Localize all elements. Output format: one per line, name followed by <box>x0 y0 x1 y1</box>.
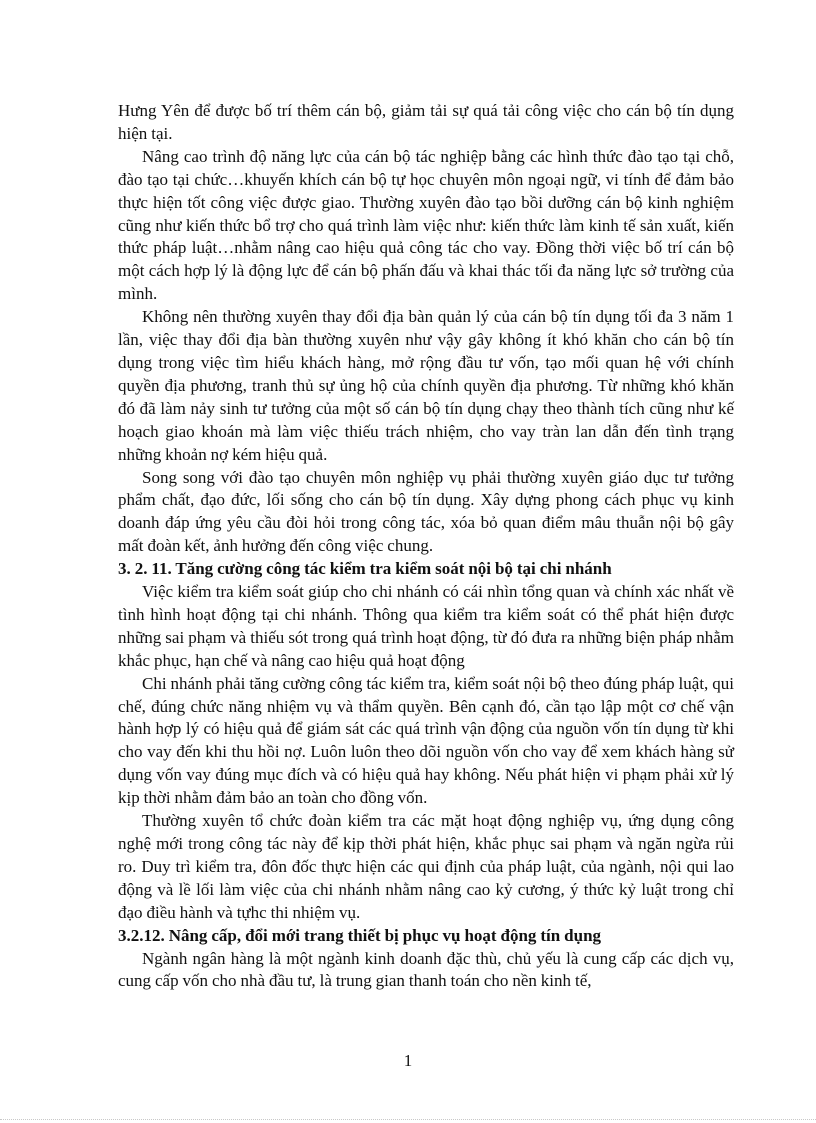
paragraph: Ngành ngân hàng là một ngành kinh doanh đặc thù, chủ yếu là cung cấp các dịch vụ, cung cấp vốn cho nhà đầu tư, là trung gian thanh toán cho nền kinh tế, <box>118 948 734 991</box>
page-edge-divider <box>0 1119 816 1120</box>
paragraph: Chi nhánh phải tăng cường công tác kiểm tra, kiểm soát nội bộ theo đúng pháp luật, qui chế, đúng chức năng nhiệm vụ và thẩm quyền. Bên cạnh đó, cần tạo lập một cơ chế vận hành hợp lý có hiệu quả để giám sát các quá trình vận động của nguồn vốn tín dụng từ khi cho vay đến khi thu hồi nợ. Luôn luôn theo dõi nguồn vốn cho vay để xem khách hàng sử dụng vốn vay đúng mục đích và có hiệu quả hay không. Nếu phát hiện vi phạm phải xử lý kịp thời nhằm đảm bảo an toàn cho đồng vốn. <box>118 673 734 808</box>
section-heading: 3.2.12. Nâng cấp, đổi mới trang thiết bị phục vụ hoạt động tín dụng <box>118 925 602 945</box>
paragraph: Việc kiểm tra kiểm soát giúp cho chi nhánh có cái nhìn tổng quan và chính xác nhất về tình hình hoạt động tại chi nhánh. Thông qua kiểm tra kiểm soát có thể phát hiện được những sai phạm và thiếu sót trong quá trình hoạt động, từ đó đưa ra những biện pháp nhằm khắc phục, hạn chế và nâng cao hiệu quả hoạt động <box>118 582 734 670</box>
paragraph: Hưng Yên để được bố trí thêm cán bộ, giảm tải sự quá tải công việc cho cán bộ tín dụng hiện tại. <box>118 101 734 143</box>
page-number: 1 <box>403 1051 413 1070</box>
paragraph: Song song với đào tạo chuyên môn nghiệp vụ phải thường xuyên giáo dục tư tưởng phẩm chất, đạo đức, lối sống cho cán bộ tín dụng. Xây dựng phong cách phục vụ kinh doanh đáp ứng yêu cầu đòi hỏi trong công tác, xóa bỏ quan điểm mâu thuẫn nội bộ gây mất đoàn kết, ảnh hưởng đến công việc chung. <box>118 467 734 556</box>
paragraph: Không nên thường xuyên thay đổi địa bàn quản lý của cán bộ tín dụng tối đa 3 năm 1 lần, việc thay đổi địa bàn thường xuyên như vậy gây không ít khó khăn cho cán bộ tín dụng trong việc tìm hiểu khách hàng, mở rộng đầu tư vốn, tạo mối quan hệ với chính quyền địa phương, tranh thủ sự ủng hộ của chính quyền địa phương. Từ những khó khăn đó đã làm nảy sinh tư tưởng của một số cán bộ tín dụng chạy theo thành tích cũng như kế hoạch giao khoán mà làm việc thiếu trách nhiệm, cho vay tràn lan dẫn đến tình trạng những khoản nợ kém hiệu quả. <box>118 307 734 464</box>
page-body <box>118 100 734 993</box>
section-heading: 3. 2. 11. Tăng cường công tác kiểm tra kiểm soát nội bộ tại chi nhánh <box>118 559 612 579</box>
paragraph: Nâng cao trình độ năng lực của cán bộ tác nghiệp bằng các hình thức đào tạo tại chỗ, đào tạo tại chức…khuyến khích cán bộ tự học chuyên môn ngoại ngữ, vi tính để đảm bảo thực hiện tốt công việc được giao. Thường xuyên đào tạo bồi dưỡng cán bộ kinh nghiệm cũng như kiến thức bổ trợ cho quá trình làm việc như: kiến thức làm kinh tế sản xuất, kiến thức pháp luật…nhằm nâng cao hiệu quả công tác cho vay. Đồng thời việc bố trí cán bộ một cách hợp lý là động lực để cán bộ phấn đấu và khai thác tối đa năng lực sở trường của mình. <box>118 146 734 304</box>
paragraph: Thường xuyên tổ chức đoàn kiểm tra các mặt hoạt động nghiệp vụ, ứng dụng công nghệ mới trong công tác này để kịp thời phát hiện, khắc phục sai phạm và ngăn ngừa rủi ro. Duy trì kiểm tra, đôn đốc thực hiện các qui định của pháp luật, của ngành, nội qui lao động và lề lối làm việc của chi nhánh nhằm nâng cao kỷ cương, ý thức kỷ luật trong chỉ đạo điều hành và tựhc thi nhiệm vụ. <box>118 811 734 922</box>
